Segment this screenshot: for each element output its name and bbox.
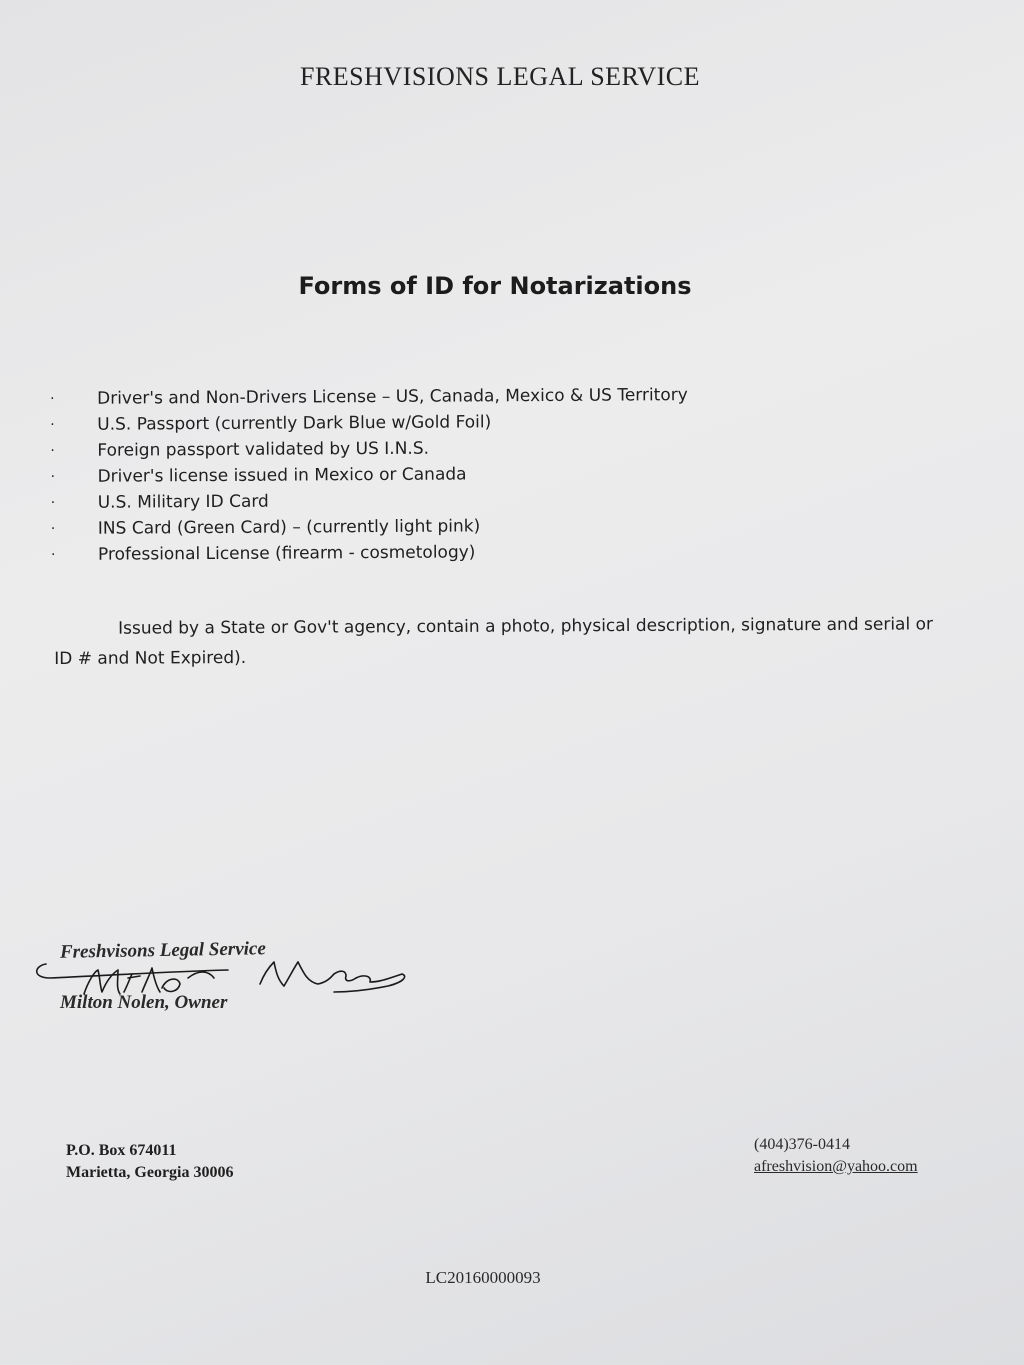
document-title: Forms of ID for Notarizations (298, 272, 692, 300)
list-item-text: U.S. Passport (currently Dark Blue w/Gold Foil) (97, 412, 492, 435)
company-letterhead: FRESHVISIONS LEGAL SERVICE (300, 62, 700, 91)
list-item-text: Foreign passport validated by US I.N.S. (97, 438, 430, 461)
bullet-icon: · (50, 546, 56, 563)
signature-company-line: Freshvisons Legal Service (59, 938, 266, 963)
email-link[interactable]: afreshvision@yahoo.com (754, 1158, 918, 1175)
signature-owner-line: Milton Nolen, Owner (60, 992, 228, 1013)
address-line-1: P.O. Box 674011 (66, 1142, 177, 1159)
bullet-icon: · (50, 416, 55, 433)
list-item-text: Driver's license issued in Mexico or Canada (97, 464, 467, 487)
list-item-text: Professional License (firearm - cosmetology) (97, 542, 476, 565)
list-item-text: Driver's and Non-Drivers License – US, Canada, Mexico & US Territory (97, 385, 688, 409)
bullet-icon: · (50, 390, 55, 407)
bullet-icon: · (50, 520, 56, 537)
contact-info (754, 1134, 918, 1178)
list-item-text: INS Card (Green Card) – (currently light pink) (97, 516, 481, 539)
bullet-icon: · (50, 442, 55, 459)
list-item-text: U.S. Military ID Card (97, 491, 269, 513)
handwritten-signature (28, 948, 418, 1018)
bullet-icon: · (50, 494, 56, 511)
id-criteria-paragraph: Issued by a State or Gov't agency, contain a photo, physical description, signature and serial or ID # and Not Expired). (54, 614, 934, 669)
id-forms-list (50, 381, 791, 568)
mailing-address (66, 1140, 234, 1184)
address-line-2: Marietta, Georgia 30006 (66, 1164, 234, 1181)
phone-number: (404)376-0414 (754, 1136, 850, 1153)
list-item (51, 537, 791, 568)
license-number: LC20160000093 (425, 1268, 541, 1287)
bullet-icon: · (50, 468, 56, 485)
